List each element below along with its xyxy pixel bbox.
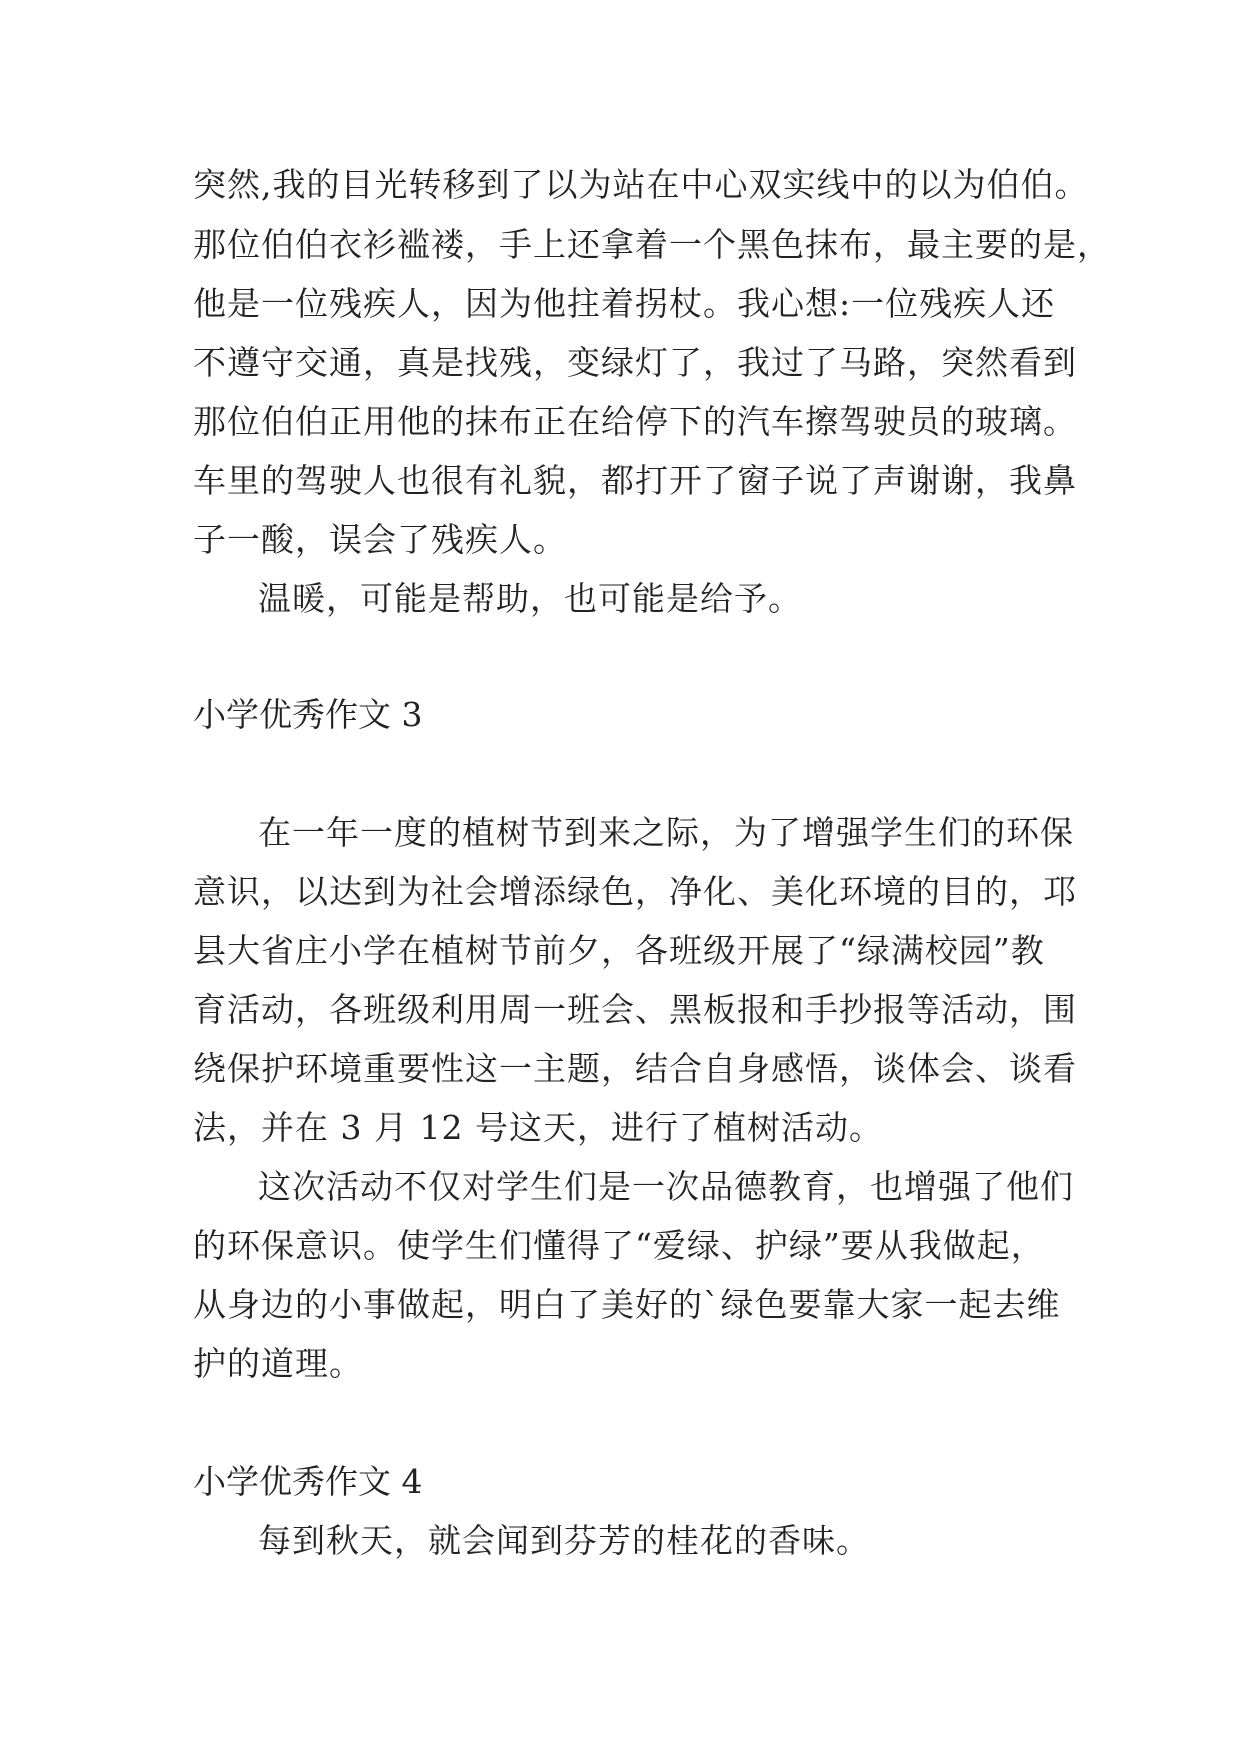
paragraph-line: 意识，以达到为社会增添绿色，净化、美化环境的目的，邛 [193, 872, 1077, 911]
section-heading: 小学优秀作文 3 [193, 695, 423, 734]
paragraph-line: 温暖，可能是帮助，也可能是给予。 [258, 579, 802, 618]
paragraph-line: 那位伯伯正用他的抹布正在给停下的汽车擦驾驶员的玻璃。 [193, 402, 1077, 441]
paragraph-line: 法，并在 3 月 12 号这天，进行了植树活动。 [193, 1108, 883, 1147]
paragraph-line: 护的道理。 [193, 1344, 363, 1383]
paragraph-line: 不遵守交通，真是找残，变绿灯了，我过了马路，突然看到 [193, 343, 1077, 382]
paragraph-line: 育活动，各班级利用周一班会、黑板报和手抄报等活动，围 [193, 990, 1077, 1029]
paragraph-line: 子一酸，误会了残疾人。 [193, 520, 567, 559]
paragraph-line: 县大省庄小学在植树节前夕，各班级开展了“绿满校园”教 [193, 931, 1045, 970]
paragraph-line: 在一年一度的植树节到来之际，为了增强学生们的环保 [258, 813, 1074, 852]
paragraph-line: 每到秋天，就会闻到芬芳的桂花的香味。 [258, 1521, 870, 1560]
paragraph-line: 的环保意识。使学生们懂得了“爱绿、护绿”要从我做起， [193, 1226, 1045, 1265]
paragraph-line: 那位伯伯衣衫褴褛，手上还拿着一个黑色抹布，最主要的是， [193, 225, 1111, 264]
paragraph-line: 车里的驾驶人也很有礼貌，都打开了窗子说了声谢谢，我鼻 [193, 461, 1077, 500]
paragraph-line: 绕保护环境重要性这一主题，结合自身感悟，谈体会、谈看 [193, 1049, 1077, 1088]
paragraph-line: 这次活动不仅对学生们是一次品德教育，也增强了他们 [258, 1167, 1074, 1206]
paragraph-line: 他是一位残疾人，因为他拄着拐杖。我心想:一位残疾人还 [193, 284, 1056, 323]
section-heading: 小学优秀作文 4 [193, 1462, 423, 1501]
paragraph-line: 突然,我的目光转移到了以为站在中心双实线中的以为伯伯。 [193, 165, 1089, 204]
paragraph-line: 从身边的小事做起，明白了美好的`绿色要靠大家一起去维 [193, 1285, 1061, 1324]
